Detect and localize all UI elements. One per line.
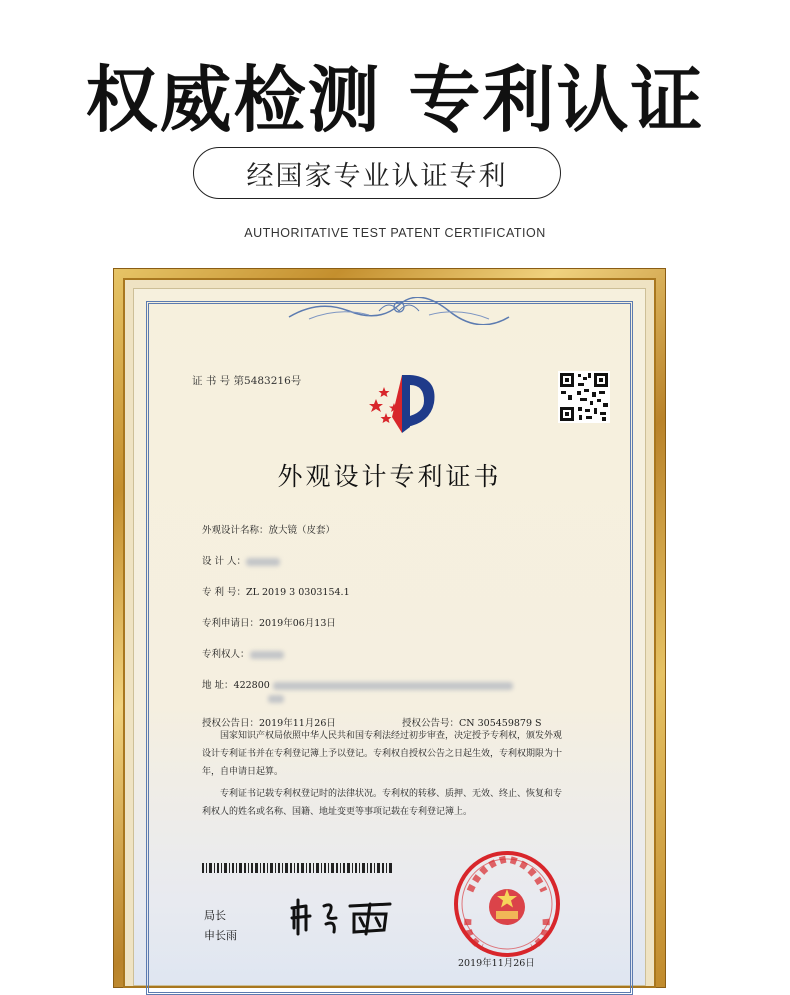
frame-inner xyxy=(123,278,656,988)
field-label: 地 址： xyxy=(202,680,234,691)
field-label: 专利权人： xyxy=(202,649,250,660)
field-patent-number xyxy=(202,584,350,598)
field-label: 专利申请日： xyxy=(202,618,260,629)
certificate-frame xyxy=(113,268,666,988)
official-seal-icon xyxy=(452,849,562,959)
patent-office-logo-icon xyxy=(362,367,446,437)
field-label: 专 利 号： xyxy=(202,587,247,598)
field-designer xyxy=(202,553,280,567)
field-label: 外观设计名称： xyxy=(202,525,269,536)
paragraph-line: 年，自申请日起算。 xyxy=(202,767,284,777)
redacted-value xyxy=(246,558,280,566)
certificate-number: 证 书 号 第5483216号 xyxy=(192,375,302,387)
field-design-name xyxy=(202,522,335,536)
redacted-value xyxy=(250,651,284,659)
paragraph-line: 专利证书记载专利权登记时的法律状况。专利权的转移、质押、无效、终止、恢复和专 xyxy=(220,789,563,799)
director-title: 局长 xyxy=(204,909,226,922)
seal-date: 2019年11月26日 xyxy=(458,958,535,969)
director-name: 申长雨 xyxy=(204,929,237,942)
paragraph-line: 国家知识产权局依照中华人民共和国专利法经过初步审查，决定授予专利权，颁发外观 xyxy=(220,731,563,741)
certificate-paragraph-2 xyxy=(202,785,612,821)
barcode-icon xyxy=(202,863,392,873)
field-value: ZL 2019 3 0303154.1 xyxy=(246,587,350,598)
field-value: 2019年06月13日 xyxy=(259,618,336,629)
qr-code-icon xyxy=(558,371,610,423)
field-label: 授权公告号： xyxy=(402,718,460,729)
field-value: CN 305459879 S xyxy=(459,718,542,729)
field-label: 授权公告日： xyxy=(202,718,260,729)
field-apply-date xyxy=(202,615,336,629)
certificate-title: 外观设计专利证书 xyxy=(277,462,502,491)
field-owner xyxy=(202,646,284,660)
signature-icon xyxy=(284,894,404,939)
field-label: 设 计 人： xyxy=(202,556,247,567)
field-address-line2 xyxy=(268,693,284,704)
english-subtitle: AUTHORITATIVE TEST PATENT CERTIFICATION xyxy=(244,226,546,240)
certificate-paper xyxy=(133,288,646,986)
certificate-paragraph-1 xyxy=(202,727,612,781)
field-address xyxy=(202,677,513,691)
redacted-value xyxy=(268,695,284,703)
paragraph-line: 利权人的姓名或名称、国籍、地址变更等事项记载在专利登记簿上。 xyxy=(202,807,473,817)
field-value: 2019年11月26日 xyxy=(259,718,336,729)
paragraph-line: 设计专利证书并在专利登记簿上予以登记。专利权自授权公告之日起生效，专利权期限为十 xyxy=(202,749,563,759)
redacted-value xyxy=(273,682,513,690)
ornament-flourish-icon xyxy=(279,297,519,325)
field-value: 放大镜（皮套） xyxy=(268,525,336,536)
headline-pill xyxy=(193,147,561,199)
pill-text: 经国家专业认证专利 xyxy=(246,160,508,192)
page-headline: 权威检测 专利认证 xyxy=(85,58,705,142)
field-value: 422800 xyxy=(233,680,270,691)
